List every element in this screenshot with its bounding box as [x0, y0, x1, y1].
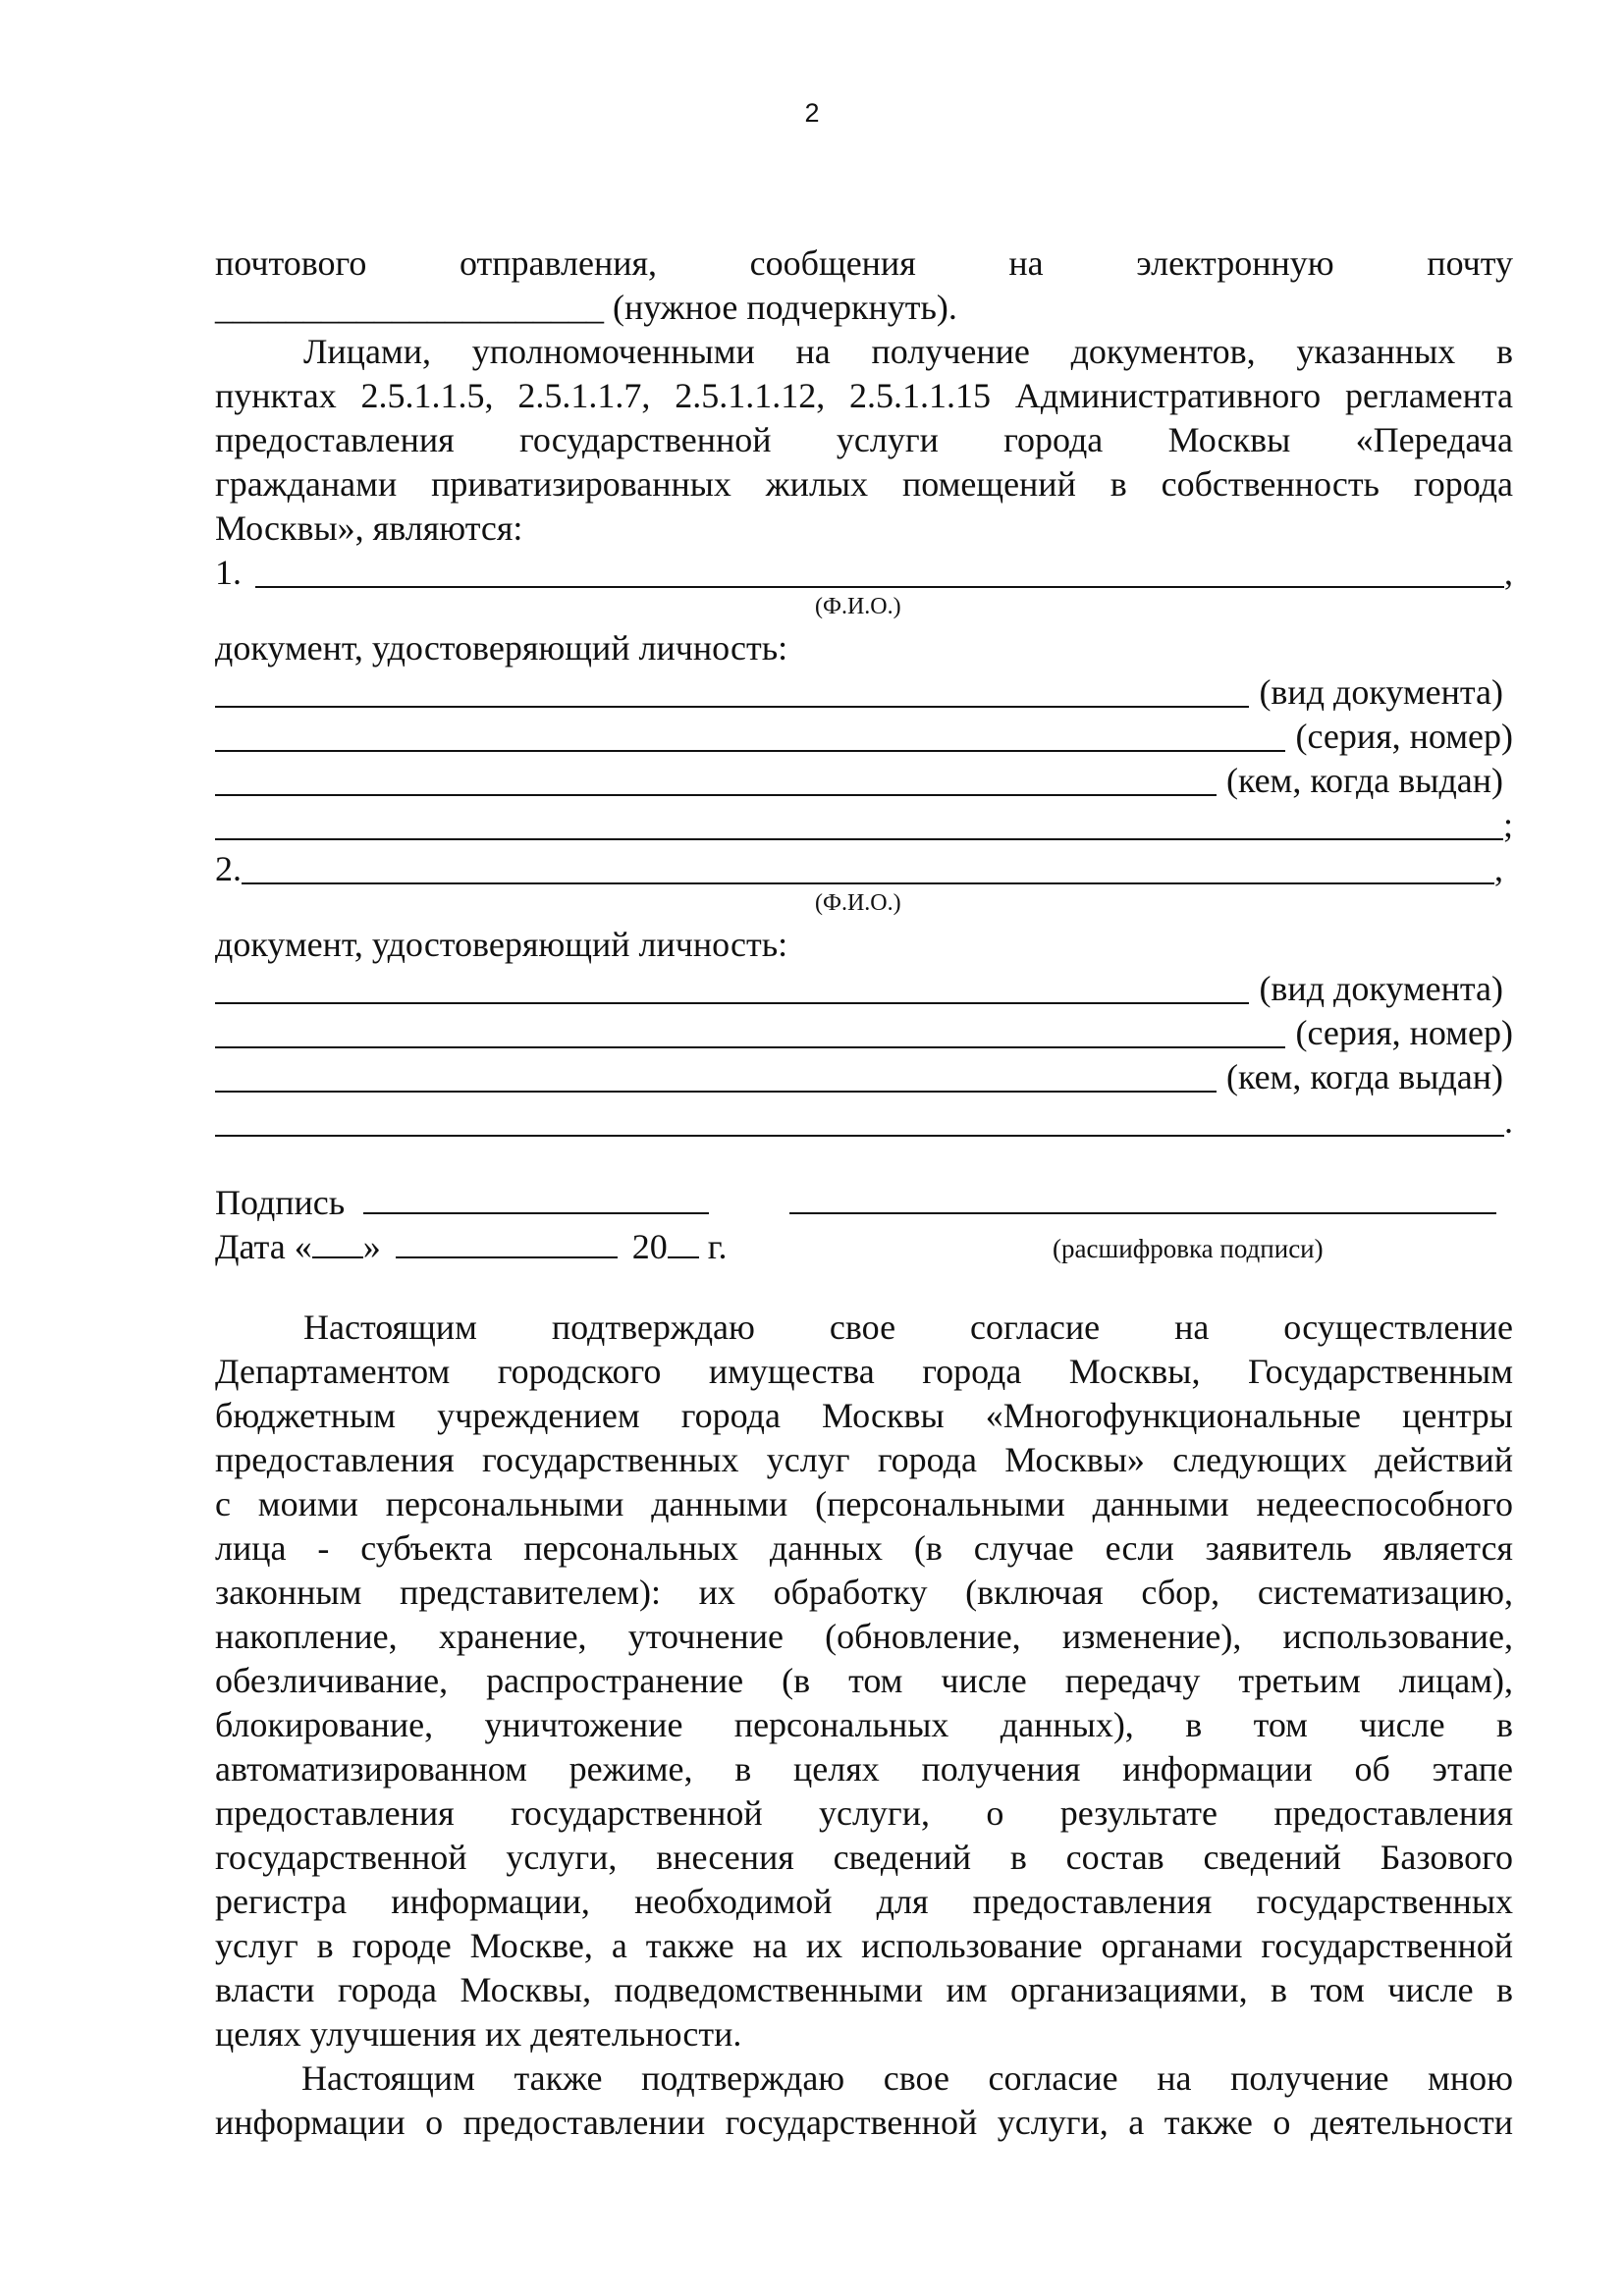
consent2-line: Настоящим также подтверждаю свое согласие на получение мною	[301, 2058, 1513, 2098]
date-year-field[interactable]	[668, 1227, 699, 1258]
person2-fio-caption: (Ф.И.О.)	[815, 890, 901, 916]
consent-line: обезличивание, распространение (в том числе передачу третьим лицам),	[215, 1661, 1513, 1700]
person1-issued-field[interactable]	[215, 765, 1217, 796]
date-row	[215, 1225, 727, 1268]
para1-line: Лицами, уполномоченными на получение документов, указанных в	[303, 332, 1513, 371]
person1-end-mark: ,	[1504, 553, 1513, 592]
consent-line: накопление, хранение, уточнение (обновление, изменение), использование,	[215, 1617, 1513, 1656]
top-line-1	[215, 241, 1513, 285]
person2-doc-type-row	[215, 967, 1513, 1010]
consent-line: законным представителем): их обработку (включая сбор, систематизацию,	[215, 1573, 1513, 1612]
date-close: »	[362, 1227, 381, 1266]
person1-final-mark: ;	[1502, 805, 1513, 844]
consent-line: лица - субъекта персональных данных (в случае если заявитель является	[215, 1528, 1513, 1568]
para1-line: пунктах 2.5.1.1.5, 2.5.1.1.7, 2.5.1.1.12, 2.5.1.1.15 Административного регламента	[215, 376, 1513, 415]
word: почтового	[215, 243, 367, 283]
date-label: Дата «	[215, 1227, 312, 1266]
signature-field[interactable]	[363, 1183, 709, 1214]
person1-number: 1.	[215, 553, 242, 592]
word: сообщения	[749, 243, 916, 283]
word: на	[1008, 243, 1044, 283]
signature-row	[215, 1181, 709, 1224]
person2-issued-field[interactable]	[215, 1061, 1217, 1093]
consent-line: бюджетным учреждением города Москвы «Многофункциональные центры	[215, 1396, 1513, 1435]
para1-last-line: Москвы», являются:	[215, 508, 523, 548]
page-number: 2	[804, 98, 820, 128]
underline-hint: (нужное подчеркнуть).	[604, 288, 957, 327]
word: электронную	[1136, 243, 1334, 283]
consent-last-line: целях улучшения их деятельности.	[215, 2014, 742, 2054]
person2-series-field[interactable]	[215, 1017, 1285, 1048]
para1-line: гражданами приватизированных жилых помещений в собственность города	[215, 464, 1513, 504]
person2-extra-row	[215, 1099, 1513, 1143]
consent-line: регистра информации, необходимой для предоставления государственных	[215, 1882, 1513, 1921]
person1-extra-field[interactable]	[215, 809, 1503, 840]
person2-extra-field[interactable]	[215, 1105, 1504, 1137]
consent-line: автоматизированном режиме, в целях получения информации об этапе	[215, 1749, 1513, 1789]
consent2-line: информации о предоставлении государственной услуги, а также о деятельности	[215, 2103, 1513, 2142]
person1-doc-type-row	[215, 670, 1513, 714]
person2-doc-label: документ, удостоверяющий личность:	[215, 925, 788, 964]
person1-doc-type-field[interactable]	[215, 676, 1249, 708]
person1-doc-label: документ, удостоверяющий личность:	[215, 628, 788, 667]
consent-line: блокирование, уничтожение персональных данных), в том числе в	[215, 1705, 1513, 1744]
consent-line: предоставления государственной услуги, о результате предоставления	[215, 1793, 1513, 1833]
consent-line: с моими персональными данными (персональными данными недееспособного	[215, 1484, 1513, 1523]
consent-line: власти города Москвы, подведомственными им организациями, в том числе в	[215, 1970, 1513, 2009]
signature-decode-field[interactable]	[789, 1183, 1496, 1214]
email-underscores: ______________________	[215, 288, 604, 327]
person1-fio-row	[215, 551, 1513, 594]
date-day-field[interactable]	[312, 1227, 363, 1258]
person1-series-caption: (серия, номер)	[1295, 717, 1513, 756]
person2-doc-type-field[interactable]	[215, 973, 1249, 1004]
person1-series-field[interactable]	[215, 721, 1285, 752]
person2-series-caption: (серия, номер)	[1295, 1013, 1513, 1052]
date-month-field[interactable]	[396, 1227, 618, 1258]
person2-fio-row	[215, 847, 1513, 890]
person1-doc-type-caption: (вид документа)	[1259, 672, 1503, 712]
para1-line: предоставления государственной услуги города Москвы «Передача	[215, 420, 1513, 459]
signature-decode-row	[789, 1181, 1496, 1224]
person1-issued-caption: (кем, когда выдан)	[1225, 761, 1503, 800]
person1-fio-field[interactable]	[255, 557, 1504, 588]
person2-fio-field[interactable]	[242, 853, 1494, 884]
consent-line: Настоящим подтверждаю свое согласие на осуществление	[303, 1308, 1513, 1347]
person2-issued-caption: (кем, когда выдан)	[1225, 1057, 1503, 1096]
person2-series-row	[215, 1011, 1513, 1054]
person2-final-mark: .	[1504, 1101, 1513, 1141]
person2-doc-type-caption: (вид документа)	[1259, 969, 1503, 1008]
person1-issued-row	[215, 759, 1513, 802]
date-year-suffix: г.	[698, 1227, 728, 1266]
person2-number: 2.	[215, 849, 242, 888]
person1-series-row	[215, 715, 1513, 758]
consent-line: Департаментом городского имущества города Москвы, Государственным	[215, 1352, 1513, 1391]
signature-decode-caption: (расшифровка подписи)	[1053, 1234, 1324, 1263]
person2-issued-row	[215, 1055, 1513, 1098]
word: отправления,	[459, 243, 658, 283]
signature-label: Подпись	[215, 1183, 346, 1222]
person2-end-mark: ,	[1494, 849, 1503, 888]
consent-line: услуг в городе Москве, а также на их использование органами государственной	[215, 1926, 1513, 1965]
person1-extra-row	[215, 803, 1513, 846]
top-line-2	[215, 286, 1513, 329]
consent-line: предоставления государственных услуг города Москвы» следующих действий	[215, 1440, 1513, 1479]
word: почту	[1427, 243, 1513, 283]
consent-line: государственной услуги, внесения сведений в состав сведений Базового	[215, 1838, 1513, 1877]
person1-fio-caption: (Ф.И.О.)	[815, 594, 901, 619]
date-year-prefix: 20	[631, 1227, 668, 1266]
